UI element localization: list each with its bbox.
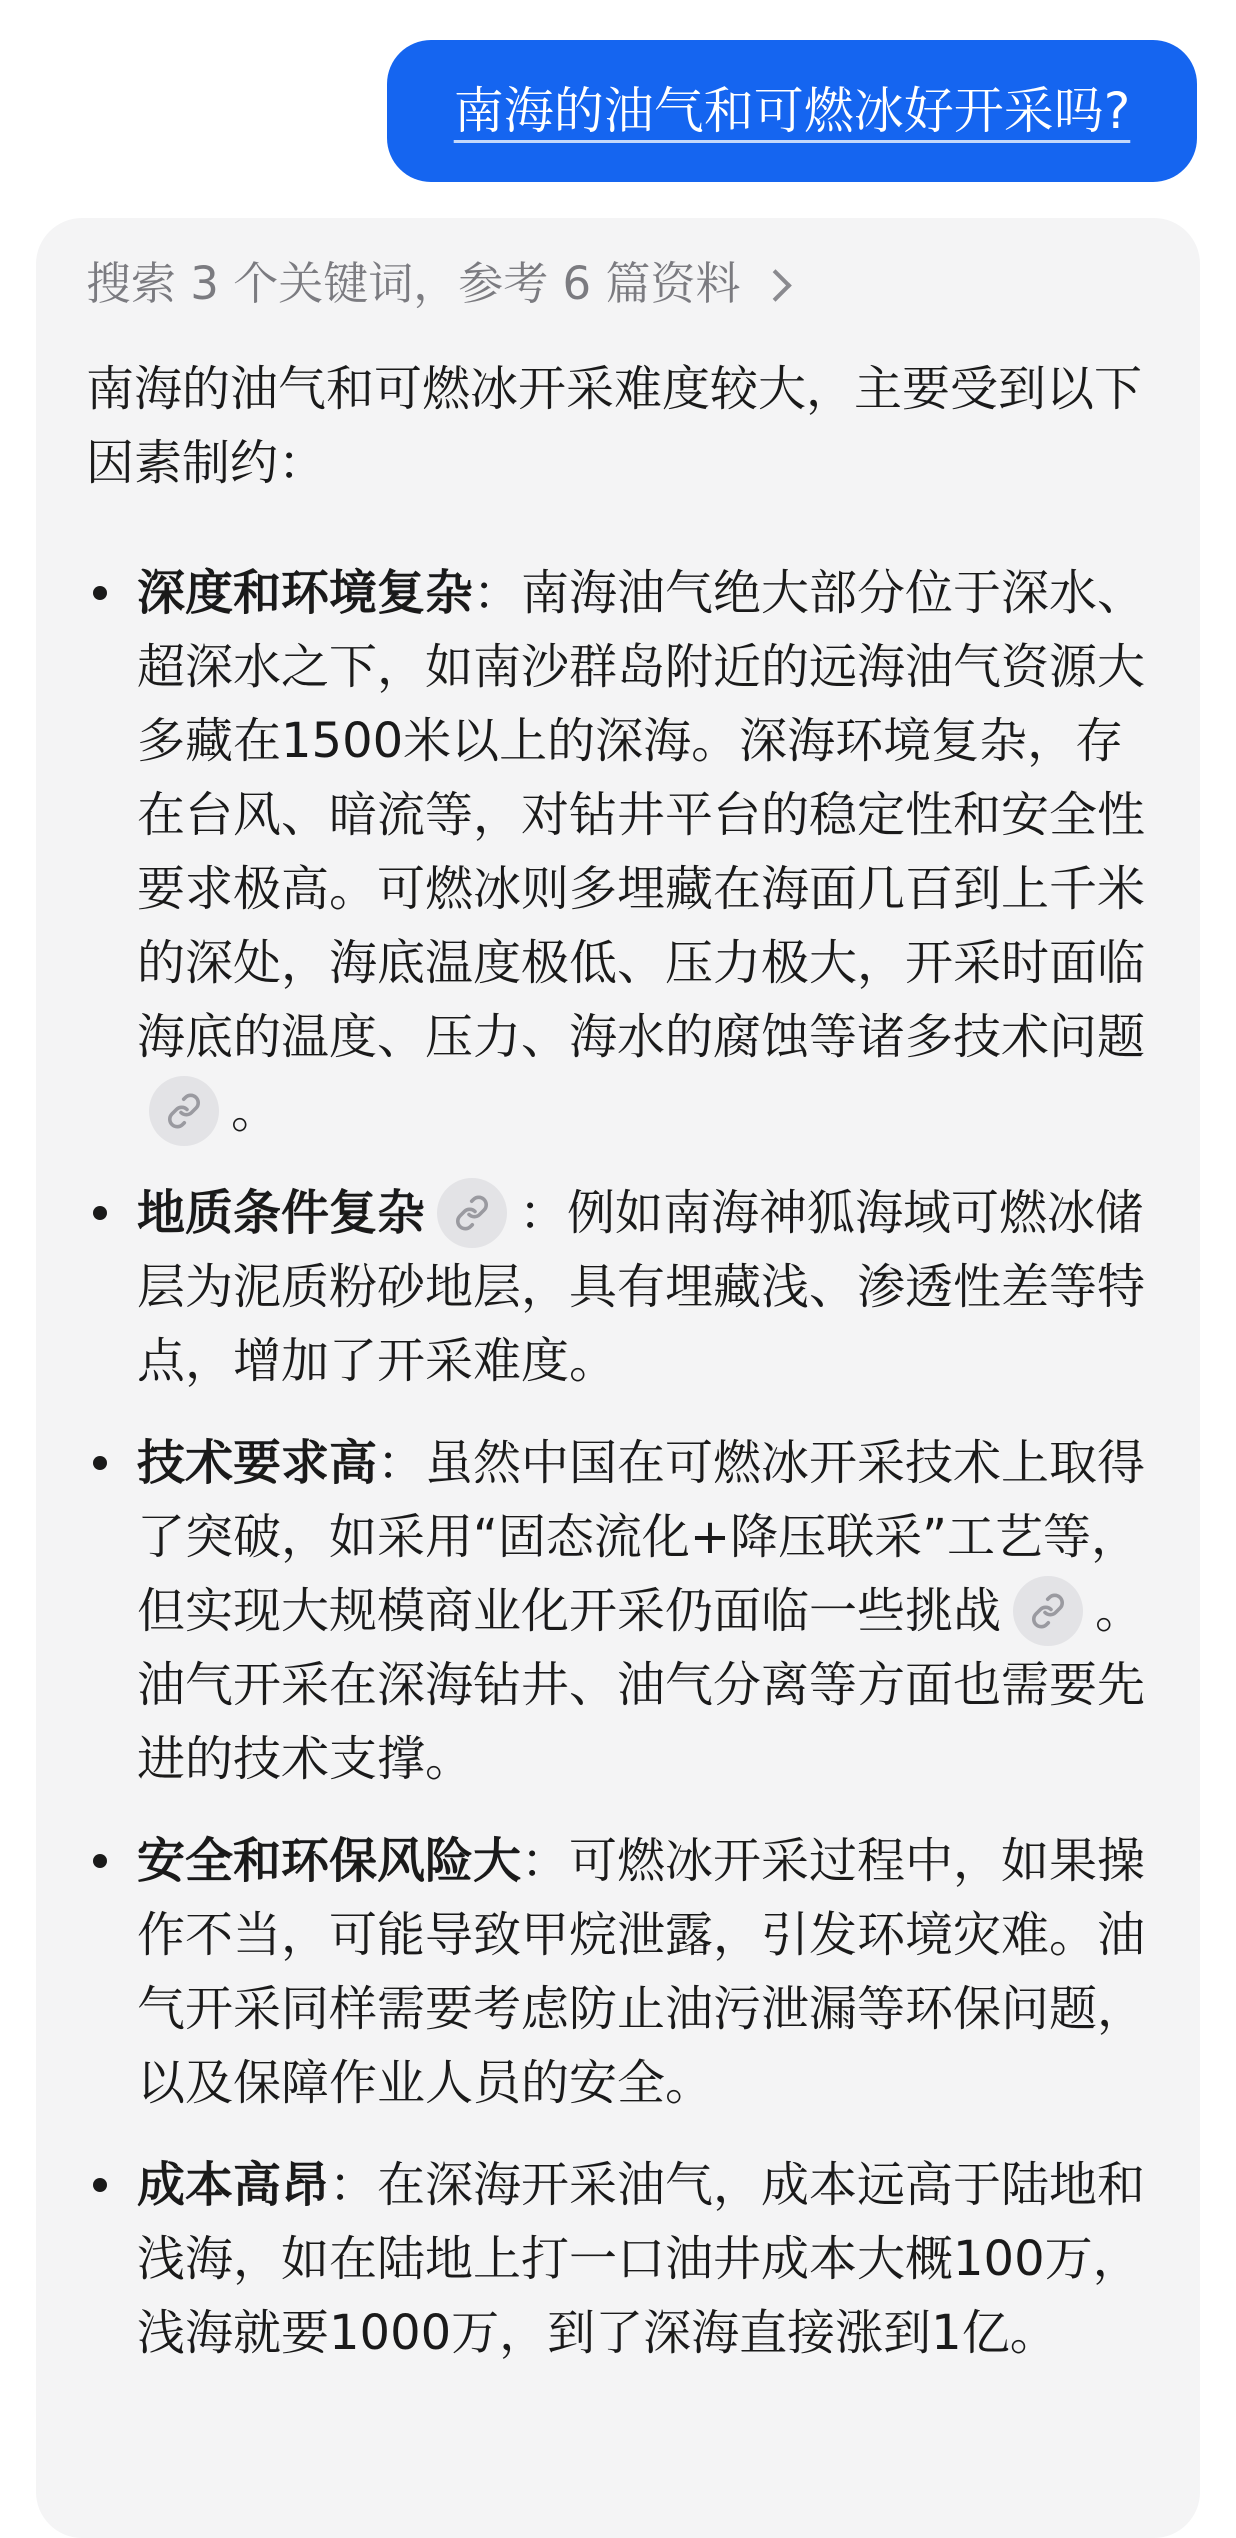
bullet-icon xyxy=(93,1854,107,1868)
list-item-depth-environment xyxy=(86,556,1166,1148)
link-icon xyxy=(454,1195,490,1231)
bullet-title: 深度和环境复杂 xyxy=(137,565,474,621)
search-summary-text: 搜索 3 个关键词，参考 6 篇资料 xyxy=(86,257,741,310)
reference-link-button[interactable] xyxy=(1013,1576,1083,1646)
bullet-icon xyxy=(93,2178,107,2192)
bullet-title: 地质条件复杂 xyxy=(137,1185,426,1241)
bullet-icon xyxy=(93,1206,107,1220)
bullet-text-tail: 。 xyxy=(231,1083,280,1139)
search-references-toggle[interactable] xyxy=(86,252,787,316)
list-item-cost xyxy=(86,2148,1166,2370)
link-icon xyxy=(1030,1593,1066,1629)
bullet-text-tail: 。油气开采在深海钻井、油气分离等方面也需要先进的技术支撑。 xyxy=(137,1583,1146,1787)
bullet-icon xyxy=(93,586,107,600)
bullet-title: 技术要求高 xyxy=(137,1435,378,1491)
user-message-text[interactable]: 南海的油气和可燃冰好开采吗? xyxy=(453,82,1131,140)
chevron-right-icon xyxy=(760,269,793,302)
reference-link-button[interactable] xyxy=(437,1178,507,1248)
bullet-text: ：在深海开采油气，成本远高于陆地和浅海，如在陆地上打一口油井成本大概100万，浅海就要1000万，到了深海直接涨到1亿。 xyxy=(137,2157,1146,2361)
answer-intro: 南海的油气和可燃冰开采难度较大，主要受到以下因素制约： xyxy=(86,361,1143,491)
list-item-geology xyxy=(86,1176,1166,1398)
bullet-text: ：例如南海神狐海域可燃冰储层为泥质粉砂地层，具有埋藏浅、渗透性差等特点，增加了开采难度。 xyxy=(137,1185,1146,1389)
bullet-icon xyxy=(93,1456,107,1470)
bullet-text: ：虽然中国在可燃冰开采技术上取得了突破，如采用“固态流化+降压联采”工艺等，但实现大规模商业化开采仍面临一些挑战 xyxy=(137,1435,1146,1639)
bullet-text: ：可燃冰开采过程中，如果操作不当，可能导致甲烷泄露，引发环境灾难。油气开采同样需要考虑防止油污泄漏等环保问题，以及保障作业人员的安全。 xyxy=(137,1833,1146,2111)
answer-bullet-list xyxy=(86,556,1166,2398)
reference-link-button[interactable] xyxy=(149,1076,219,1146)
bullet-title: 成本高昂 xyxy=(137,2157,330,2213)
link-icon xyxy=(166,1093,202,1129)
bullet-text: ：南海油气绝大部分位于深水、超深水之下，如南沙群岛附近的远海油气资源大多藏在1500米以上的深海。深海环境复杂，存在台风、暗流等，对钻井平台的稳定性和安全性要求极高。可燃冰则多埋藏在海面几百到上千米的深处，海底温度极低、压力极大，开采时面临海底的温度、压力、海水的腐蚀等诸多技术问题 xyxy=(137,565,1146,1065)
list-item-technology xyxy=(86,1426,1166,1796)
assistant-answer-card xyxy=(36,218,1200,2538)
bullet-title: 安全和环保风险大 xyxy=(137,1833,522,1889)
user-message-bubble[interactable] xyxy=(387,40,1197,182)
list-item-safety-environment xyxy=(86,1824,1166,2120)
